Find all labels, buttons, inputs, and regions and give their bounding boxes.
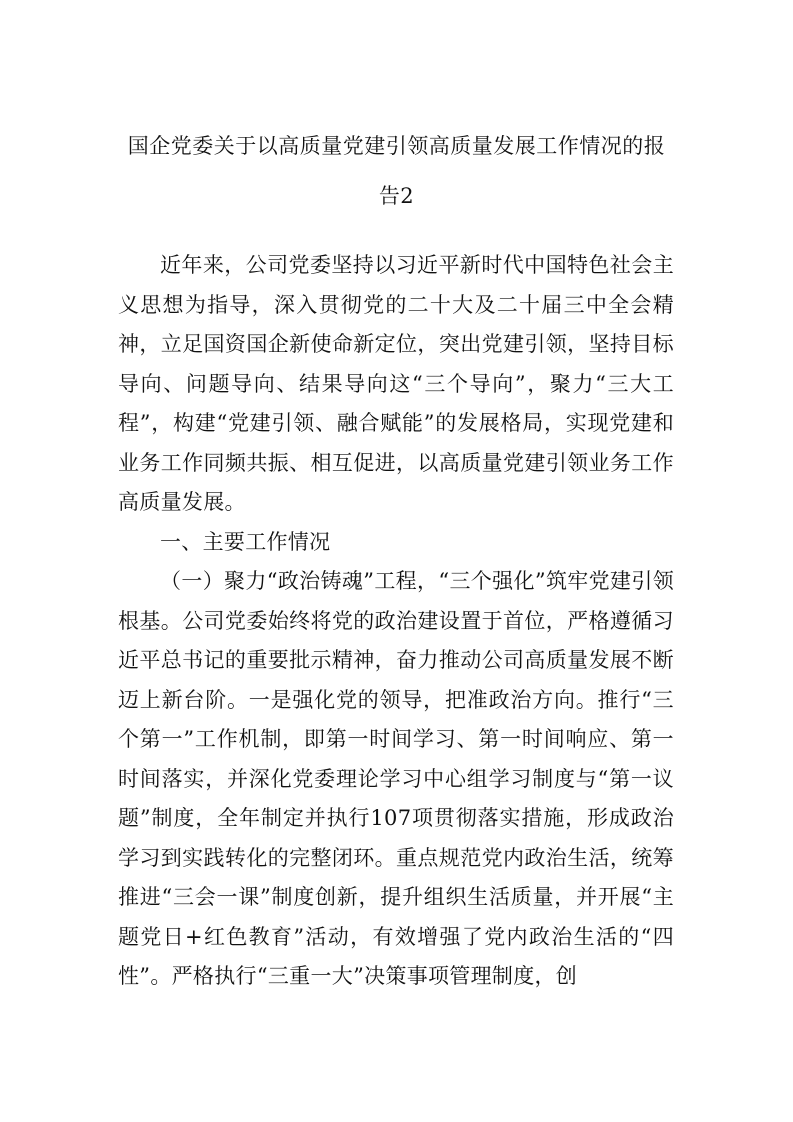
- section-heading-main-work: 一、主要工作情况: [160, 529, 331, 554]
- document-body: [118, 246, 674, 997]
- document-title-line-1: 国企党委关于以高质量党建引领高质量发展工作情况的报: [127, 134, 666, 158]
- document-title-line-2: 告2: [378, 184, 415, 208]
- paragraph-section-1: （一）聚力“政治铸魂”工程，“三个强化”筑牢党建引领根基。公司党委始终将党的政治建设置于首位，严格遵循习近平总书记的重要批示精神，奋力推动公司高质量发展不断迈上新台阶。一是强化党的领导，把准政治方向。推行“三个第一”工作机制，即第一时间学习、第一时间响应、第一时间落实，并深化党委理论学习中心组学习制度与“第一议题”制度，全年制定并执行107项贯彻落实措施，形成政治学习到实践转化的完整闭环。重点规范党内政治生活，统筹推进“三会一课”制度创新，提升组织生活质量，并开展“主题党日+红色教育”活动，有效增强了党内政治生活的“四性”。严格执行“三重一大”决策事项管理制度，创: [118, 569, 674, 988]
- paragraph-intro: 近年来，公司党委坚持以习近平新时代中国特色社会主义思想为指导，深入贯彻党的二十大及二十届三中全会精神，立足国资国企新使命新定位，突出党建引领，坚持目标导向、问题导向、结果导向这“三个导向”，聚力“三大工程”，构建“党建引领、融合赋能”的发展格局，实现党建和业务工作同频共振、相互促进，以高质量党建引领业务工作高质量发展。: [118, 253, 674, 514]
